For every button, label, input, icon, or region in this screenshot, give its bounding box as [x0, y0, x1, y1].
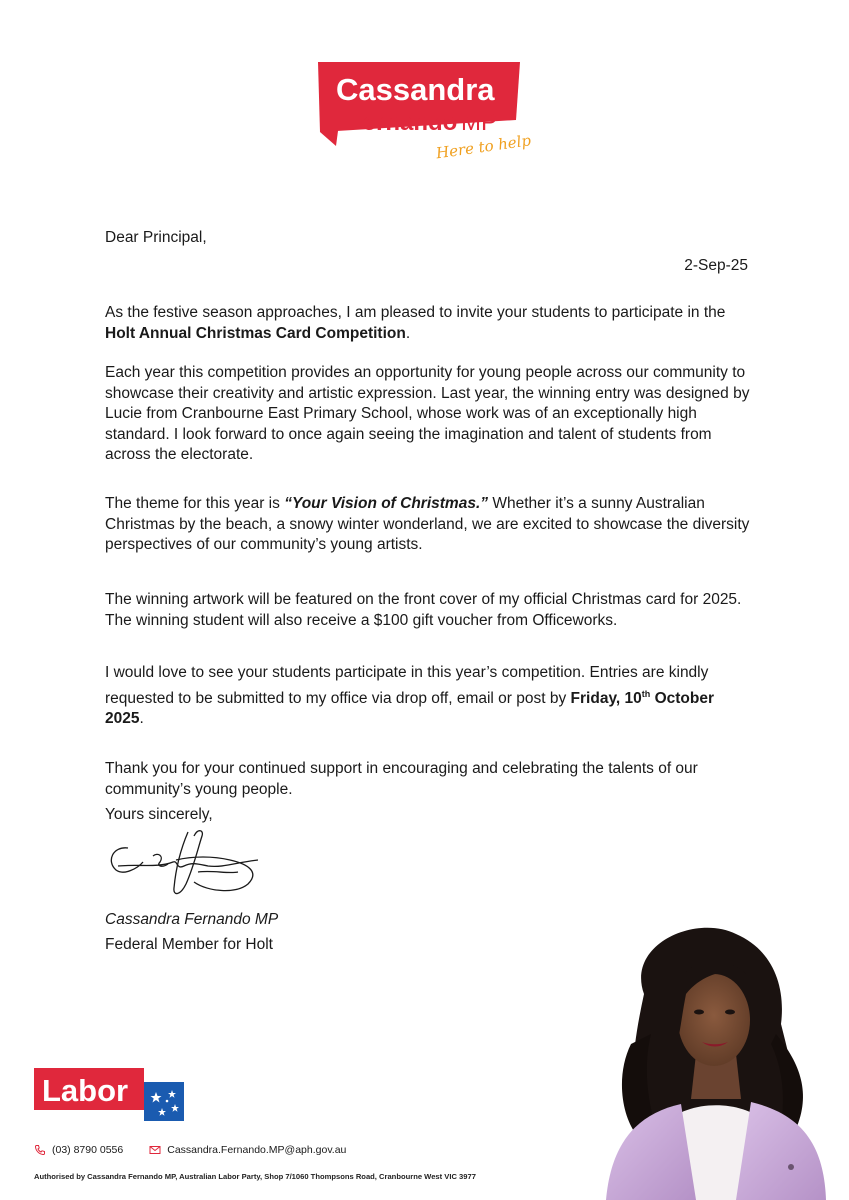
paragraph-theme: The theme for this year is “Your Vision of Christmas.” Whether it’s a sunny Australian Christmas by the beach, a snowy winter wonderland, we are excited to showcase the diversity perspectives of our community’s young artists.: [105, 495, 750, 553]
email-address[interactable]: Cassandra.Fernando.MP@aph.gov.au: [167, 1144, 347, 1156]
letter-date: 2-Sep-25: [684, 257, 748, 274]
paragraph-prize: The winning artwork will be featured on the front cover of my official Christmas card for 2025. The winning student will also receive a $100 gift voucher from Officeworks.: [105, 591, 742, 629]
contact-details: [34, 1144, 346, 1156]
signatory-title: Federal Member for Holt: [105, 936, 273, 953]
cassandra-fernando-logo: [318, 62, 538, 172]
svg-text:Labor: Labor: [42, 1073, 129, 1108]
svg-text:Cassandra: Cassandra: [336, 72, 495, 107]
paragraph-deadline: I would love to see your students participate in this year’s competition. Entries are kindly requested to be submitted to my office via drop off, email or post by Friday, 10th October 2025.: [105, 664, 714, 728]
closing: Yours sincerely,: [105, 806, 213, 823]
authorisation-statement: Authorised by Cassandra Fernando MP, Australian Labor Party, Shop 7/1060 Thompsons Road, Cranbourne West VIC 3977: [34, 1172, 476, 1181]
paragraph-thanks: Thank you for your continued support in encouraging and celebrating the talents of our community’s young people.: [105, 760, 698, 798]
labor-logo: [34, 1068, 186, 1121]
signatory-name: Cassandra Fernando MP: [105, 911, 279, 928]
svg-text:MP: MP: [461, 109, 497, 136]
svg-text:Fernando: Fernando: [348, 109, 458, 136]
handwritten-signature: [98, 826, 268, 900]
phone-number[interactable]: (03) 8790 0556: [52, 1144, 124, 1156]
salutation: Dear Principal,: [105, 229, 207, 246]
portrait-photo: [586, 924, 849, 1200]
svg-text:Here to help: Here to help: [434, 131, 533, 163]
paragraph-invitation: As the festive season approaches, I am pleased to invite your students to participate in the Holt Annual Christmas Card Competition.: [105, 304, 726, 342]
phone-icon: [34, 1144, 46, 1156]
paragraph-background: Each year this competition provides an opportunity for young people across our community to showcase their creativity and artistic expression. Last year, the winning entry was designed by Lucie from Cranbourne East Primary School, whose work was of an exceptionally high standard. I look forward to once again seeing the imagination and talent of students from across the electorate.: [105, 364, 750, 463]
mail-icon: [149, 1144, 161, 1156]
logo-graphic: [318, 62, 538, 172]
